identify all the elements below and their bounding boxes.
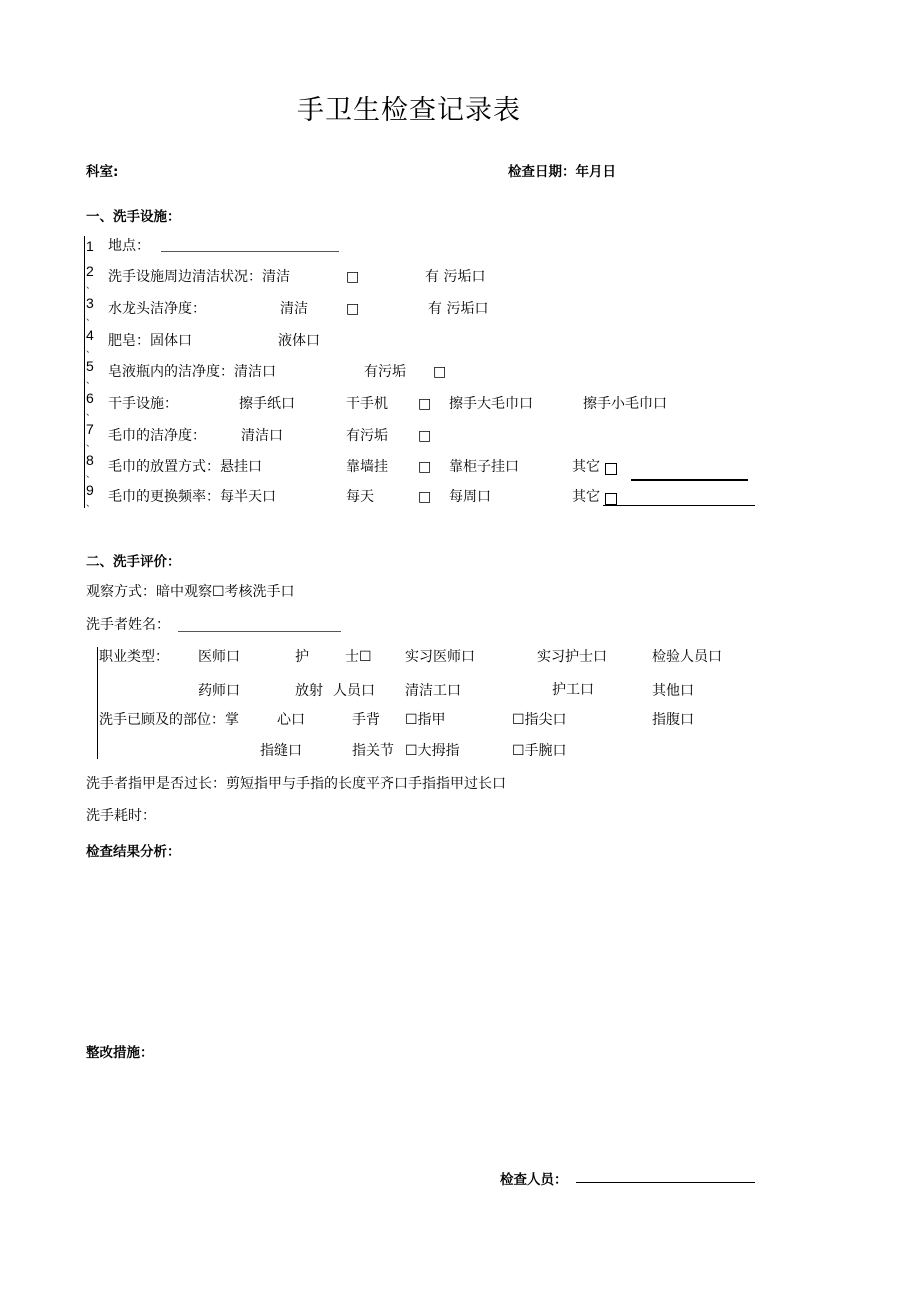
observation-method[interactable]: 观察方式：暗中观察☐考核洗手口 <box>86 584 295 600</box>
option-dirty[interactable]: 有 污垢口 <box>425 269 486 285</box>
option-caregiver[interactable]: 护工口 <box>552 682 594 698</box>
rectification-label: 整改措施： <box>86 1045 154 1061</box>
sink-cleanliness-label: 洗手设施周边清洁状况：清洁 <box>108 269 290 285</box>
item-tick: 、 <box>86 470 96 480</box>
option-hand-dryer: 干手机 <box>346 396 388 412</box>
option-back-of-hand: 手背 <box>352 712 380 728</box>
section2-bracket <box>97 647 98 759</box>
option-thumb[interactable]: ☐大拇指 <box>405 743 460 759</box>
section2-heading: 二、洗手评价： <box>86 554 181 570</box>
hand-parts-label: 洗手已顾及的部位：掌 <box>99 712 239 728</box>
item-number: 9 <box>86 482 94 498</box>
checkbox[interactable]: □ <box>433 364 447 380</box>
option-pharmacist[interactable]: 药师口 <box>198 683 240 699</box>
option-other: 其它 <box>572 489 600 505</box>
item-number: 1 <box>86 238 94 254</box>
option-small-towel[interactable]: 擦手小毛巾口 <box>583 396 667 412</box>
option-physician[interactable]: 医师口 <box>198 649 240 665</box>
inspector-signature-field[interactable] <box>576 1182 755 1183</box>
option-dirty: 有污垢 <box>364 364 406 380</box>
checkbox[interactable]: □ <box>418 459 432 475</box>
item-tick: 、 <box>86 281 96 291</box>
occupation-label: 职业类型： <box>99 649 169 665</box>
section1-bracket <box>84 236 85 508</box>
checkbox[interactable]: □ <box>418 489 432 505</box>
option-wall-hang: 靠墙挂 <box>346 459 388 475</box>
item-tick: 、 <box>86 345 96 355</box>
option-paper-towel[interactable]: 擦手纸口 <box>239 396 295 412</box>
option-radiology: 放射 <box>295 683 323 699</box>
option-other[interactable]: 其他口 <box>652 683 694 699</box>
inspection-date-label: 检查日期：年月日 <box>508 164 616 180</box>
option-nurse-box[interactable]: 士☐ <box>345 649 372 665</box>
option-knuckle: 指关节 <box>352 743 394 759</box>
option-dirty[interactable]: 有 污垢口 <box>428 301 489 317</box>
option-clean: 清洁 <box>280 301 308 317</box>
other-field[interactable] <box>631 479 748 481</box>
section1-heading: 一、洗手设施： <box>86 209 181 225</box>
item-number: 4 <box>86 327 94 343</box>
checkbox[interactable]: □ <box>418 428 432 444</box>
checkbox[interactable]: □ <box>346 301 360 317</box>
option-clean[interactable]: 清洁口 <box>241 428 283 444</box>
analysis-area[interactable] <box>86 862 766 1032</box>
towel-cleanliness-label: 毛巾的洁净度： <box>108 428 206 444</box>
location-label: 地点： <box>108 238 150 254</box>
item-number: 6 <box>86 390 94 406</box>
option-dirty: 有污垢 <box>346 428 388 444</box>
hand-drying-label: 干手设施： <box>108 396 178 412</box>
option-palm[interactable]: 心口 <box>277 712 305 728</box>
soap-label[interactable]: 肥皂：固体口 <box>108 333 192 349</box>
department-label: 科室: <box>86 164 119 180</box>
item-tick: 、 <box>86 408 96 418</box>
checkbox[interactable] <box>605 493 617 505</box>
item-tick: 、 <box>86 499 96 509</box>
option-nurse: 护 <box>295 649 309 665</box>
option-finger-gap[interactable]: 指缝口 <box>260 743 302 759</box>
option-weekly[interactable]: 每周口 <box>449 489 491 505</box>
item-number: 3 <box>86 295 94 311</box>
checkbox[interactable] <box>605 463 617 475</box>
item-tick: 、 <box>86 376 96 386</box>
option-finger-pad[interactable]: 指腹口 <box>652 712 694 728</box>
item-number: 2 <box>86 263 94 279</box>
option-liquid[interactable]: 液体口 <box>278 333 320 349</box>
other-field[interactable] <box>603 505 755 506</box>
option-lab-staff[interactable]: 检验人员口 <box>652 649 722 665</box>
inspector-label: 检查人员： <box>500 1172 568 1188</box>
washer-name-field[interactable] <box>178 631 341 632</box>
item-number: 5 <box>86 358 94 374</box>
checkbox[interactable]: □ <box>418 396 432 412</box>
washer-name-label: 洗手者姓名： <box>86 617 170 633</box>
option-daily: 每天 <box>346 489 374 505</box>
rectification-area[interactable] <box>86 1063 766 1153</box>
option-nail[interactable]: ☐指甲 <box>405 712 446 728</box>
item-tick: 、 <box>86 313 96 323</box>
item-number: 8 <box>86 452 94 468</box>
wash-duration-label: 洗手耗时： <box>86 808 156 824</box>
option-radiology-box[interactable]: 人员口 <box>333 683 375 699</box>
item-number: 7 <box>86 421 94 437</box>
option-wrist[interactable]: ☐手腕口 <box>512 743 567 759</box>
checkbox[interactable]: □ <box>346 269 360 285</box>
nail-length-question[interactable]: 洗手者指甲是否过长：剪短指甲与手指的长度平齐口手指指甲过长口 <box>86 776 506 792</box>
option-large-towel[interactable]: 擦手大毛巾口 <box>449 396 533 412</box>
option-cabinet-hang[interactable]: 靠柜子挂口 <box>449 459 519 475</box>
analysis-label: 检查结果分析： <box>86 844 181 860</box>
location-field[interactable] <box>161 251 339 252</box>
option-other: 其它 <box>572 459 600 475</box>
option-cleaner[interactable]: 清洁工口 <box>405 683 461 699</box>
item-tick: 、 <box>86 439 96 449</box>
option-intern-nurse[interactable]: 实习护士口 <box>537 649 607 665</box>
option-fingertip[interactable]: ☐指尖口 <box>512 712 567 728</box>
soap-bottle-label[interactable]: 皂液瓶内的洁净度：清洁口 <box>108 364 276 380</box>
towel-frequency-label[interactable]: 毛巾的更换频率：每半天口 <box>108 489 276 505</box>
faucet-cleanliness-label: 水龙头洁净度： <box>108 301 206 317</box>
towel-placement-label[interactable]: 毛巾的放置方式：悬挂口 <box>108 459 262 475</box>
option-intern-physician[interactable]: 实习医师口 <box>405 649 475 665</box>
page-title: 手卫生检查记录表 <box>297 95 521 126</box>
